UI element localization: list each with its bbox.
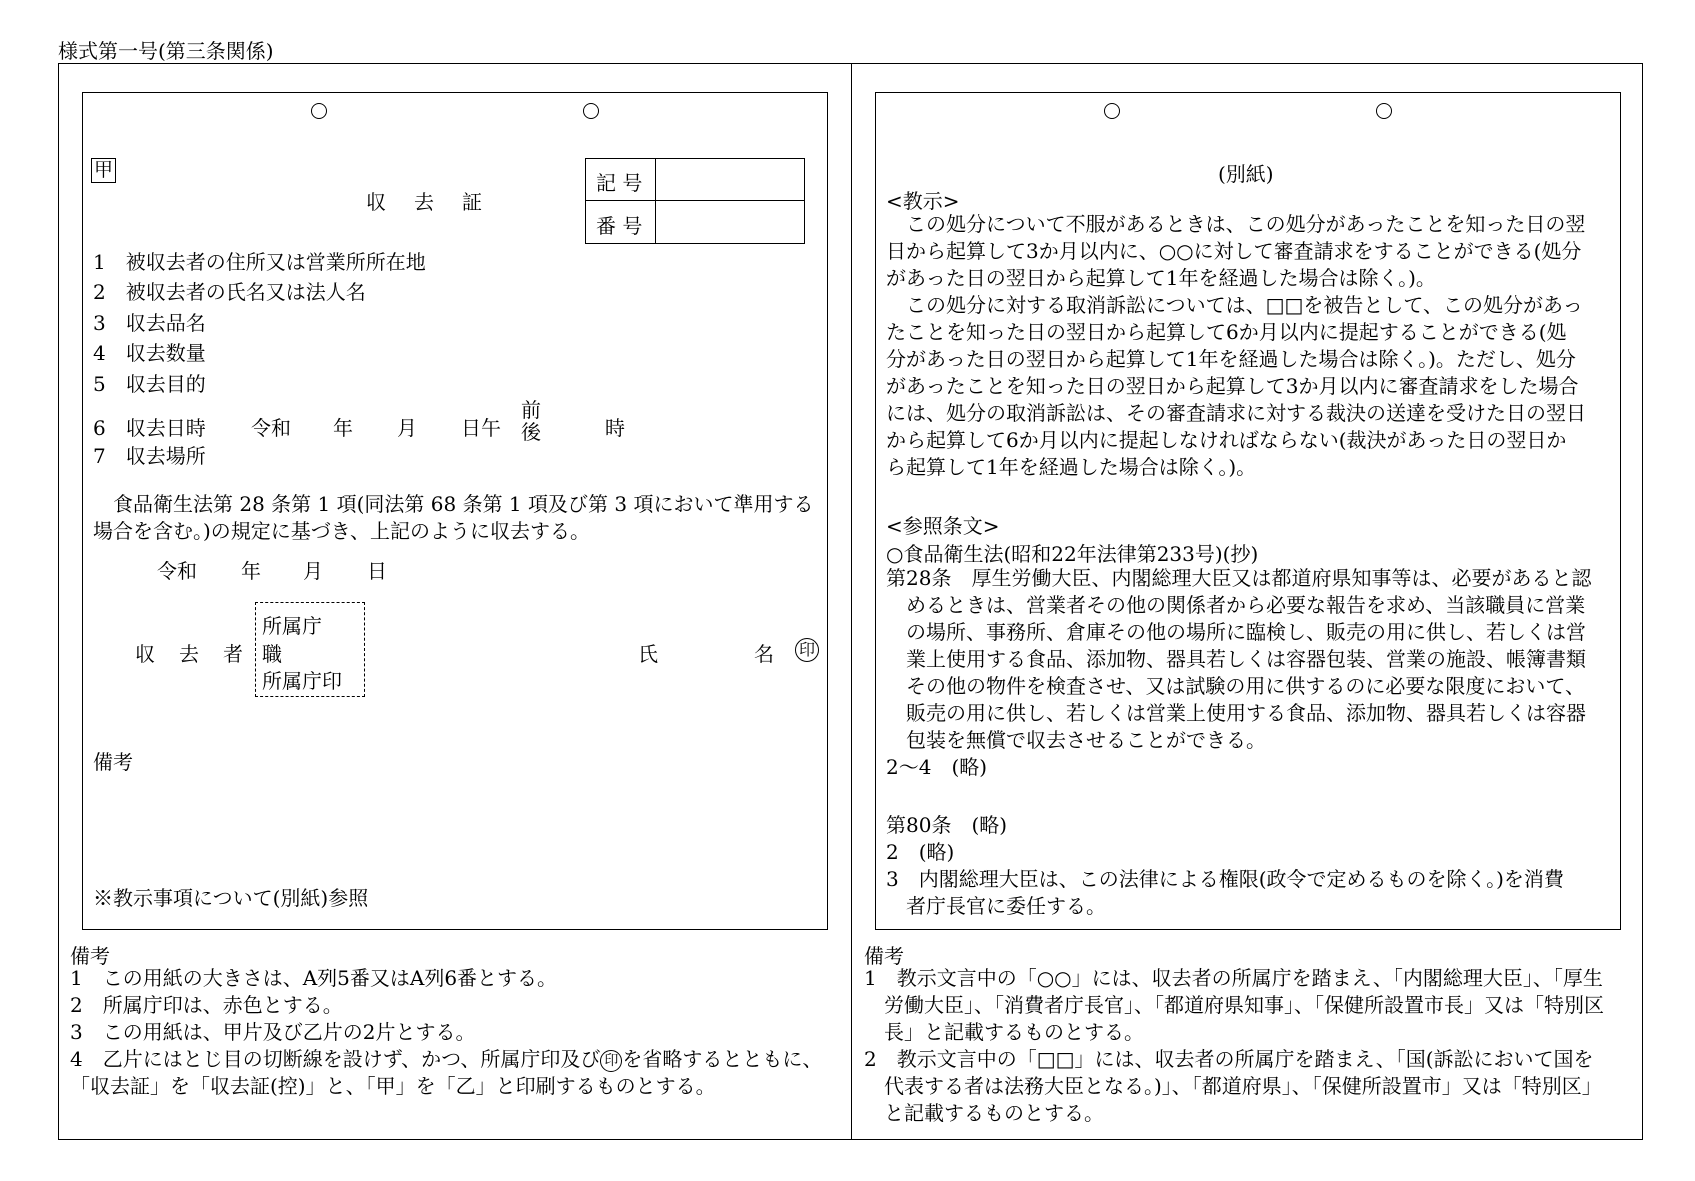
collector-label: 収 去 者: [135, 642, 245, 666]
item-purpose: 5 収去目的: [93, 372, 206, 396]
binding-hole-icon: [311, 103, 327, 119]
binding-hole-icon: [1376, 103, 1392, 119]
center-divider: [851, 63, 852, 1140]
instruction-note: ※教示事項について(別紙)参照: [93, 886, 369, 910]
form-title: 様式第一号(第三条関係): [58, 39, 274, 63]
agency-line: 所属庁: [262, 614, 322, 638]
bangou-label: 番 号: [596, 214, 643, 238]
item-datetime: 6 収去日時: [93, 416, 206, 440]
name-shi: 氏: [638, 642, 658, 666]
date-hour: 時: [605, 416, 625, 440]
right-notes: 1 教示文言中の「○○」には、収去者の所属庁を踏まえ、「内閣総理大臣」、「厚生 労働大臣」、「消費者庁長官」、「都道府県知事」、「保健所設置市長」又は「特別区 長」と記載するものとする。 2 教示文言中の「□□」には、収去者の所属庁を踏まえ、「国(訴訟において国を 代表する者は法務大臣となる。)」、「都道府県」、「保健所設置市」又は「特別区」 と記載するものとする。: [864, 966, 1604, 1125]
position-line: 職: [262, 642, 282, 666]
article-28: 第28条 厚生労働大臣、内閣総理大臣又は都道府県知事等は、必要があると認 めるときは、営業者その他の関係者から必要な報告を求め、当該職員に営業 の場所、事務所、倉庫その他の場所に臨検し、販売の用に供し、若しくは営 業上使用する食品、添加物、器具若しくは容器包装、営業の施設、帳簿書類 その他の物件を検査させ、又は試験の用に供するのに必要な限度において、 販売の用に供し、若しくは営業上使用する食品、添加物、器具若しくは容器 包装を無償で収去させることができる。 2～4 (略): [886, 566, 1592, 779]
item-address: 1 被収去者の住所又は営業所所在地: [93, 250, 426, 274]
ampm-bottom: 後: [521, 420, 541, 444]
kigou-value: [658, 160, 802, 198]
binding-hole-icon: [1104, 103, 1120, 119]
date-reiwa: 令和: [251, 416, 291, 440]
sig-reiwa: 令和: [157, 559, 197, 583]
ampm-top: 前: [521, 398, 541, 422]
date-year: 年: [333, 416, 353, 440]
bessi-heading: (別紙): [1218, 162, 1274, 186]
date-day-gozen: 日午: [461, 416, 501, 440]
date-month: 月: [397, 416, 417, 440]
law-title: ○食品衛生法(昭和22年法律第233号)(抄): [886, 542, 1259, 566]
receipt-remarks-label: 備考: [93, 750, 133, 774]
bangou-value: [658, 202, 802, 242]
item-name: 2 被収去者の氏名又は法人名: [93, 280, 366, 304]
name-mei: 名: [754, 642, 774, 666]
right-notes-label: 備考: [864, 944, 904, 968]
sig-month: 月: [303, 559, 323, 583]
article-80: 第80条 (略) 2 (略) 3 内閣総理大臣は、この法律による権限(政令で定めるものを除く。)を消費 者庁長官に委任する。: [886, 813, 1564, 918]
legal-statement: 食品衛生法第 28 条第 1 項(同法第 68 条第 1 項及び第 3 項において準用する 場合を含む。)の規定に基づき、上記のように収去する。: [93, 492, 814, 543]
item-quantity: 4 収去数量: [93, 341, 206, 365]
kyouji-heading: <教示>: [886, 189, 960, 213]
left-notes-label: 備考: [70, 944, 110, 968]
left-notes: 1 この用紙の大きさは、A列5番又はA列6番とする。 2 所属庁印は、赤色とする。 3 この用紙は、甲片及び乙片の2片とする。 4 乙片にはとじ目の切断線を設けず、かつ、所属庁印及び 印 を省略するとともに、 「収去証」を「収去証(控)」と、「甲」を「乙」と印刷するものとする。: [70, 966, 823, 1098]
sig-day: 日: [367, 559, 387, 583]
agency-seal-line: 所属庁印: [262, 669, 342, 693]
binding-hole-icon: [583, 103, 599, 119]
item-place: 7 収去場所: [93, 444, 206, 468]
sansho-heading: <参照条文>: [886, 514, 1000, 538]
sig-year: 年: [241, 559, 261, 583]
seal-small-icon: 印: [600, 1050, 622, 1072]
seal-icon: 印: [795, 638, 819, 662]
kigou-label: 記 号: [596, 171, 643, 195]
kyouji-text: この処分について不服があるときは、この処分があったことを知った日の翌 日から起算して3か月以内に、○○に対して審査請求をすることができる(処分 があった日の翌日から起算して1年を経過した場合は除く。)。 この処分に対する取消訴訟については、□□を被告として、この処分があっ たことを知った日の翌日から起算して6か月以内に提起することができる(処 分があった日の翌日から起算して1年を経過した場合は除く。)。ただし、処分 があったことを知った日の翌日から起算して3か月以内に審査請求をした場合 には、処分の取消訴訟は、その審査請求に対する裁決の送達を受けた日の翌日 から起算して6か月以内に提起しなければならない(裁決があった日の翌日か ら起算して1年を経過した場合は除く。)。: [886, 212, 1586, 479]
kou-mark: 甲: [91, 158, 116, 183]
receipt-title: 収 去 証: [366, 190, 486, 214]
item-goods: 3 収去品名: [93, 311, 206, 335]
